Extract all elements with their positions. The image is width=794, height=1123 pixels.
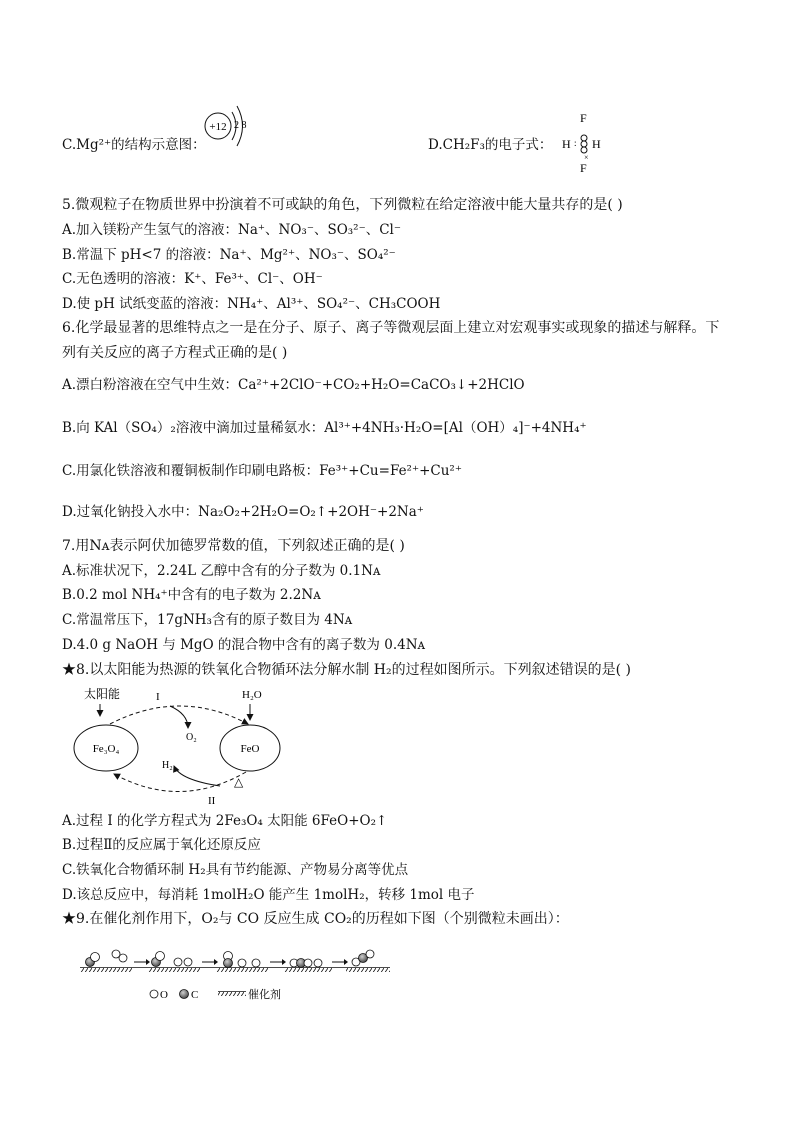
q9-stem: ★9.在催化剂作用下，O₂与 CO 反应生成 CO₂的历程如下图（个别微粒未画出）： [62, 911, 569, 927]
lewis-right: H [592, 137, 601, 151]
q7-option-b: B.0.2 mol NH₄⁺中含有的电子数为 2.2Nᴀ [62, 587, 321, 603]
feo-label: FeO [240, 743, 260, 755]
q5-option-c: C.无色透明的溶液：K⁺、Fe³⁺、Cl⁻、OH⁻ [62, 271, 323, 287]
step-i-label: I [156, 691, 160, 703]
iron-oxide-cycle-diagram [70, 684, 310, 808]
q5-option-d: D.使 pH 试纸变蓝的溶液：NH₄⁺、Al³⁺、SO₄²⁻、CH₃COOH [62, 296, 441, 312]
catalyst-reaction-diagram [80, 944, 400, 1006]
q7-option-a: A.标准状况下，2.24L 乙醇中含有的分子数为 0.1Nᴀ [62, 563, 381, 579]
solar-energy-label: 太阳能 [84, 687, 121, 701]
q6-option-d: D.过氧化钠投入水中：Na₂O₂+2H₂O=O₂↑+2OH⁻+2Na⁺ [62, 504, 424, 520]
legend-catalyst-icon [218, 992, 246, 996]
lewis-top: F [580, 111, 587, 125]
q7-option-d: D.4.0 g NaOH 与 MgO 的混合物中含有的离子数为 0.4Nᴀ [62, 637, 426, 653]
q5-stem: 5.微观粒子在物质世界中扮演着不可或缺的角色，下列微粒在给定溶液中能大量共存的是( ) [62, 197, 623, 213]
legend-oxygen-icon [150, 990, 158, 998]
q5-option-b: B.常温下 pH<7 的溶液：Na⁺、Mg²⁺、NO₃⁻、SO₄²⁻ [62, 247, 396, 263]
electron-formula-diagram [560, 108, 610, 176]
legend-carbon-icon [180, 990, 189, 999]
lewis-left: H [562, 137, 571, 151]
nucleus-charge: +12 [209, 121, 227, 133]
h2-label: H₂ [162, 760, 173, 771]
step-ii-label: II [208, 795, 216, 807]
legend-catalyst-label: 催化剂 [248, 989, 281, 1001]
legend-oxygen-label: O [160, 989, 168, 1001]
q8-option-a: A.过程 I 的化学方程式为 2Fe₃O₄ 太阳能 6FeO+O₂↑ [62, 813, 388, 829]
q4-option-d-label: D.CH₂F₃的电子式： [428, 137, 553, 153]
q8-option-b: B.过程Ⅱ的反应属于氧化还原反应 [62, 837, 261, 853]
q6-option-c: C.用氯化铁溶液和覆铜板制作印刷电路板：Fe³⁺+Cu=Fe²⁺+Cu²⁺ [62, 463, 462, 479]
q8-option-c: C.铁氧化合物循环制 H₂具有节约能源、产物易分离等优点 [62, 862, 409, 878]
o2-label: O₂ [186, 732, 197, 743]
electron-shells: 2 8 [234, 120, 247, 131]
q4-option-c-label: C.Mg²⁺的结构示意图： [62, 137, 206, 153]
legend-carbon-label: C [191, 989, 199, 1001]
q8-stem: ★8.以太阳能为热源的铁氧化合物循环法分解水制 H₂的过程如图所示。下列叙述错误的是( ) [62, 662, 632, 678]
heat-symbol: △ [234, 775, 244, 789]
fe3o4-label: Fe₃O₄ [92, 743, 120, 755]
q6-stem-line2: 列有关反应的离子方程式正确的是( ) [62, 345, 288, 361]
svg-text:×: × [584, 153, 589, 162]
h2o-label: H₂O [242, 689, 262, 701]
svg-text::: : [574, 138, 577, 148]
q7-option-c: C.常温常压下，17gNH₃含有的原子数目为 4Nᴀ [62, 612, 353, 628]
q7-stem: 7.用Nᴀ表示阿伏加德罗常数的值，下列叙述正确的是( ) [62, 538, 405, 554]
lewis-bottom: F [580, 161, 587, 175]
q6-option-a: A.漂白粉溶液在空气中生效：Ca²⁺+2ClO⁻+CO₂+H₂O=CaCO₃↓+2HClO [62, 377, 525, 393]
q8-option-d: D.该总反应中，每消耗 1molH₂O 能产生 1molH₂，转移 1mol 电子 [62, 887, 475, 903]
q6-stem-line1: 6.化学最显著的思维特点之一是在分子、原子、离子等微观层面上建立对宏观事实或现象的描述与解释。下 [62, 320, 720, 336]
q5-option-a: A.加入镁粉产生氢气的溶液：Na⁺、NO₃⁻、SO₃²⁻、Cl⁻ [62, 222, 401, 238]
q6-option-b: B.向 KAl（SO₄）₂溶液中滴加过量稀氨水：Al³⁺+4NH₃·H₂O=[Al（OH）₄]⁻+4NH₄⁺ [62, 420, 587, 436]
mg-ion-structure-diagram [196, 100, 256, 152]
